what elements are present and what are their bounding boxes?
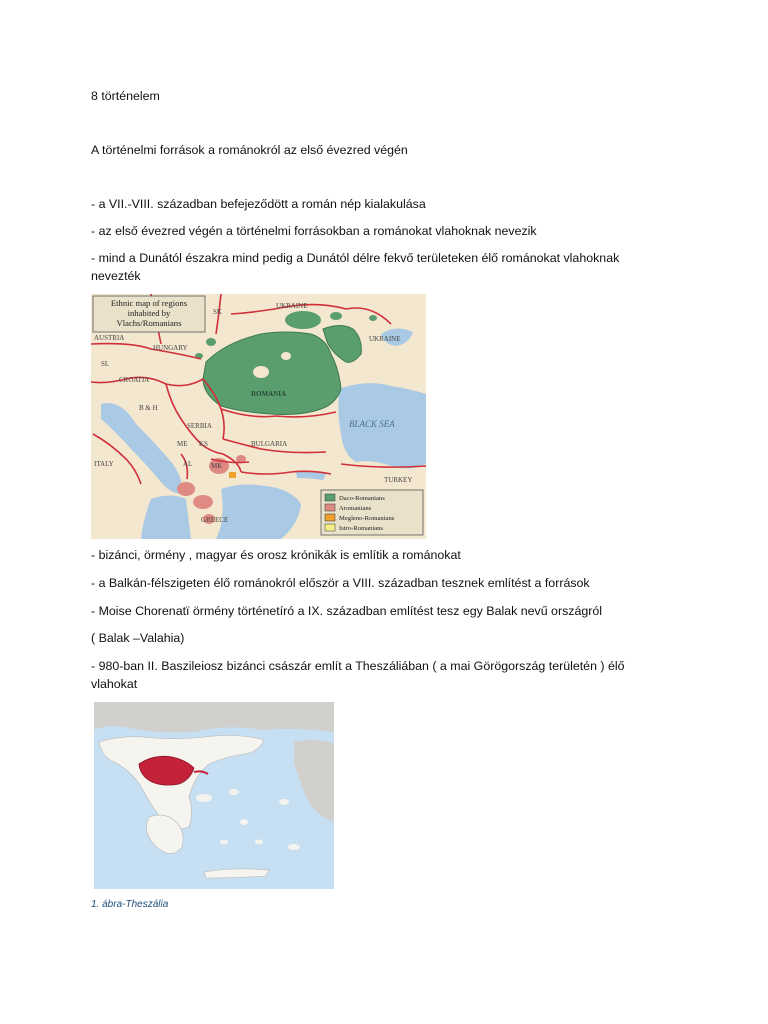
green-patch	[285, 311, 321, 329]
map-lake	[281, 352, 291, 360]
doc-subtitle: A történelmi források a románokról az első évezred végén	[91, 143, 408, 157]
aromanian-patch	[193, 495, 213, 509]
bullet-item: - a Balkán-félszigeten élő románokról először a VIII. században tesznek említést a források	[91, 576, 590, 590]
label-ukraine-n: UKRAINE	[276, 302, 308, 310]
label-black-sea: BLACK SEA	[349, 419, 395, 429]
label-serbia: SERBIA	[187, 422, 212, 430]
island	[279, 799, 289, 805]
thessaly-map-image	[94, 702, 334, 889]
island	[288, 844, 300, 850]
legend-swatch-istro	[325, 524, 335, 531]
label-ks: KS	[199, 440, 208, 448]
label-sl: SL	[101, 360, 110, 368]
neighbor-land	[94, 702, 334, 732]
label-me: ME	[177, 440, 188, 448]
bullet-item: - a VII.-VIII. században befejeződött a román nép kialakulása	[91, 197, 426, 211]
map-title-line3: Vlachs/Romanians	[116, 318, 182, 328]
island	[240, 819, 248, 825]
legend-label-aromanian: Aromanians	[339, 505, 372, 512]
legend-label-istro: Istro-Romanians	[339, 525, 383, 532]
green-patch	[352, 339, 360, 345]
legend-label-megleno: Megleno-Romanians	[339, 515, 395, 522]
label-mk: MK	[211, 462, 223, 470]
bullet-item: - bizánci, örmény , magyar és orosz krónikák is említik a románokat	[91, 548, 461, 562]
legend-swatch-megleno	[325, 514, 335, 521]
label-italy: ITALY	[94, 460, 114, 468]
aegean-sea	[216, 485, 301, 539]
label-hungary: HUNGARY	[153, 344, 188, 352]
island	[196, 794, 212, 802]
label-croatia: CROATIA	[119, 376, 150, 384]
bullet-item: - 980-ban II. Baszileiosz bizánci császár említ a Theszáliában ( a mai Görögország területén ) élő vlahokat	[91, 659, 625, 691]
legend-label-daco: Daco-Romanians	[339, 495, 385, 502]
map-title-line1: Ethnic map of regions	[110, 298, 188, 308]
label-al: AL	[183, 460, 193, 468]
island	[229, 789, 239, 795]
doc-heading: 8 történelem	[91, 89, 160, 103]
label-turkey: TURKEY	[384, 476, 413, 484]
aromanian-patch	[177, 482, 195, 496]
island	[220, 840, 228, 845]
bullet-item: - az első évezred végén a történelmi forrásokban a románokat vlahoknak nevezik	[91, 224, 537, 238]
green-patch	[369, 315, 377, 321]
label-ukraine-e: UKRAINE	[369, 335, 401, 343]
bullet-item: - mind a Dunától északra mind pedig a Dunától délre fekvő területeken élő románokat vlahoknak nevezték	[91, 251, 620, 283]
map-title-line2: inhabited by	[127, 308, 171, 318]
bullet-item: ( Balak –Valahia)	[91, 631, 185, 645]
legend-swatch-aromanian	[325, 504, 335, 511]
bullet-item: - Moise Chorenatï örmény történetíró a IX. században említést tesz egy Balak nevű országról	[91, 604, 603, 618]
label-sk: SK	[213, 308, 222, 316]
green-patch	[206, 338, 216, 346]
map-lake	[253, 366, 269, 378]
label-bh: B & H	[139, 404, 158, 412]
megleno-patch	[229, 472, 236, 478]
island	[255, 840, 263, 845]
legend-swatch-daco	[325, 494, 335, 501]
map2-sea	[94, 702, 334, 889]
label-romania: ROMANIA	[251, 390, 286, 398]
figure-caption: 1. ábra-Theszália	[91, 899, 169, 910]
green-patch	[330, 312, 342, 320]
label-bulgaria: BULGARIA	[251, 440, 288, 448]
label-greece: GREECE	[201, 516, 229, 524]
label-austria: AUSTRIA	[94, 334, 125, 342]
ethnic-map-image	[91, 294, 426, 539]
